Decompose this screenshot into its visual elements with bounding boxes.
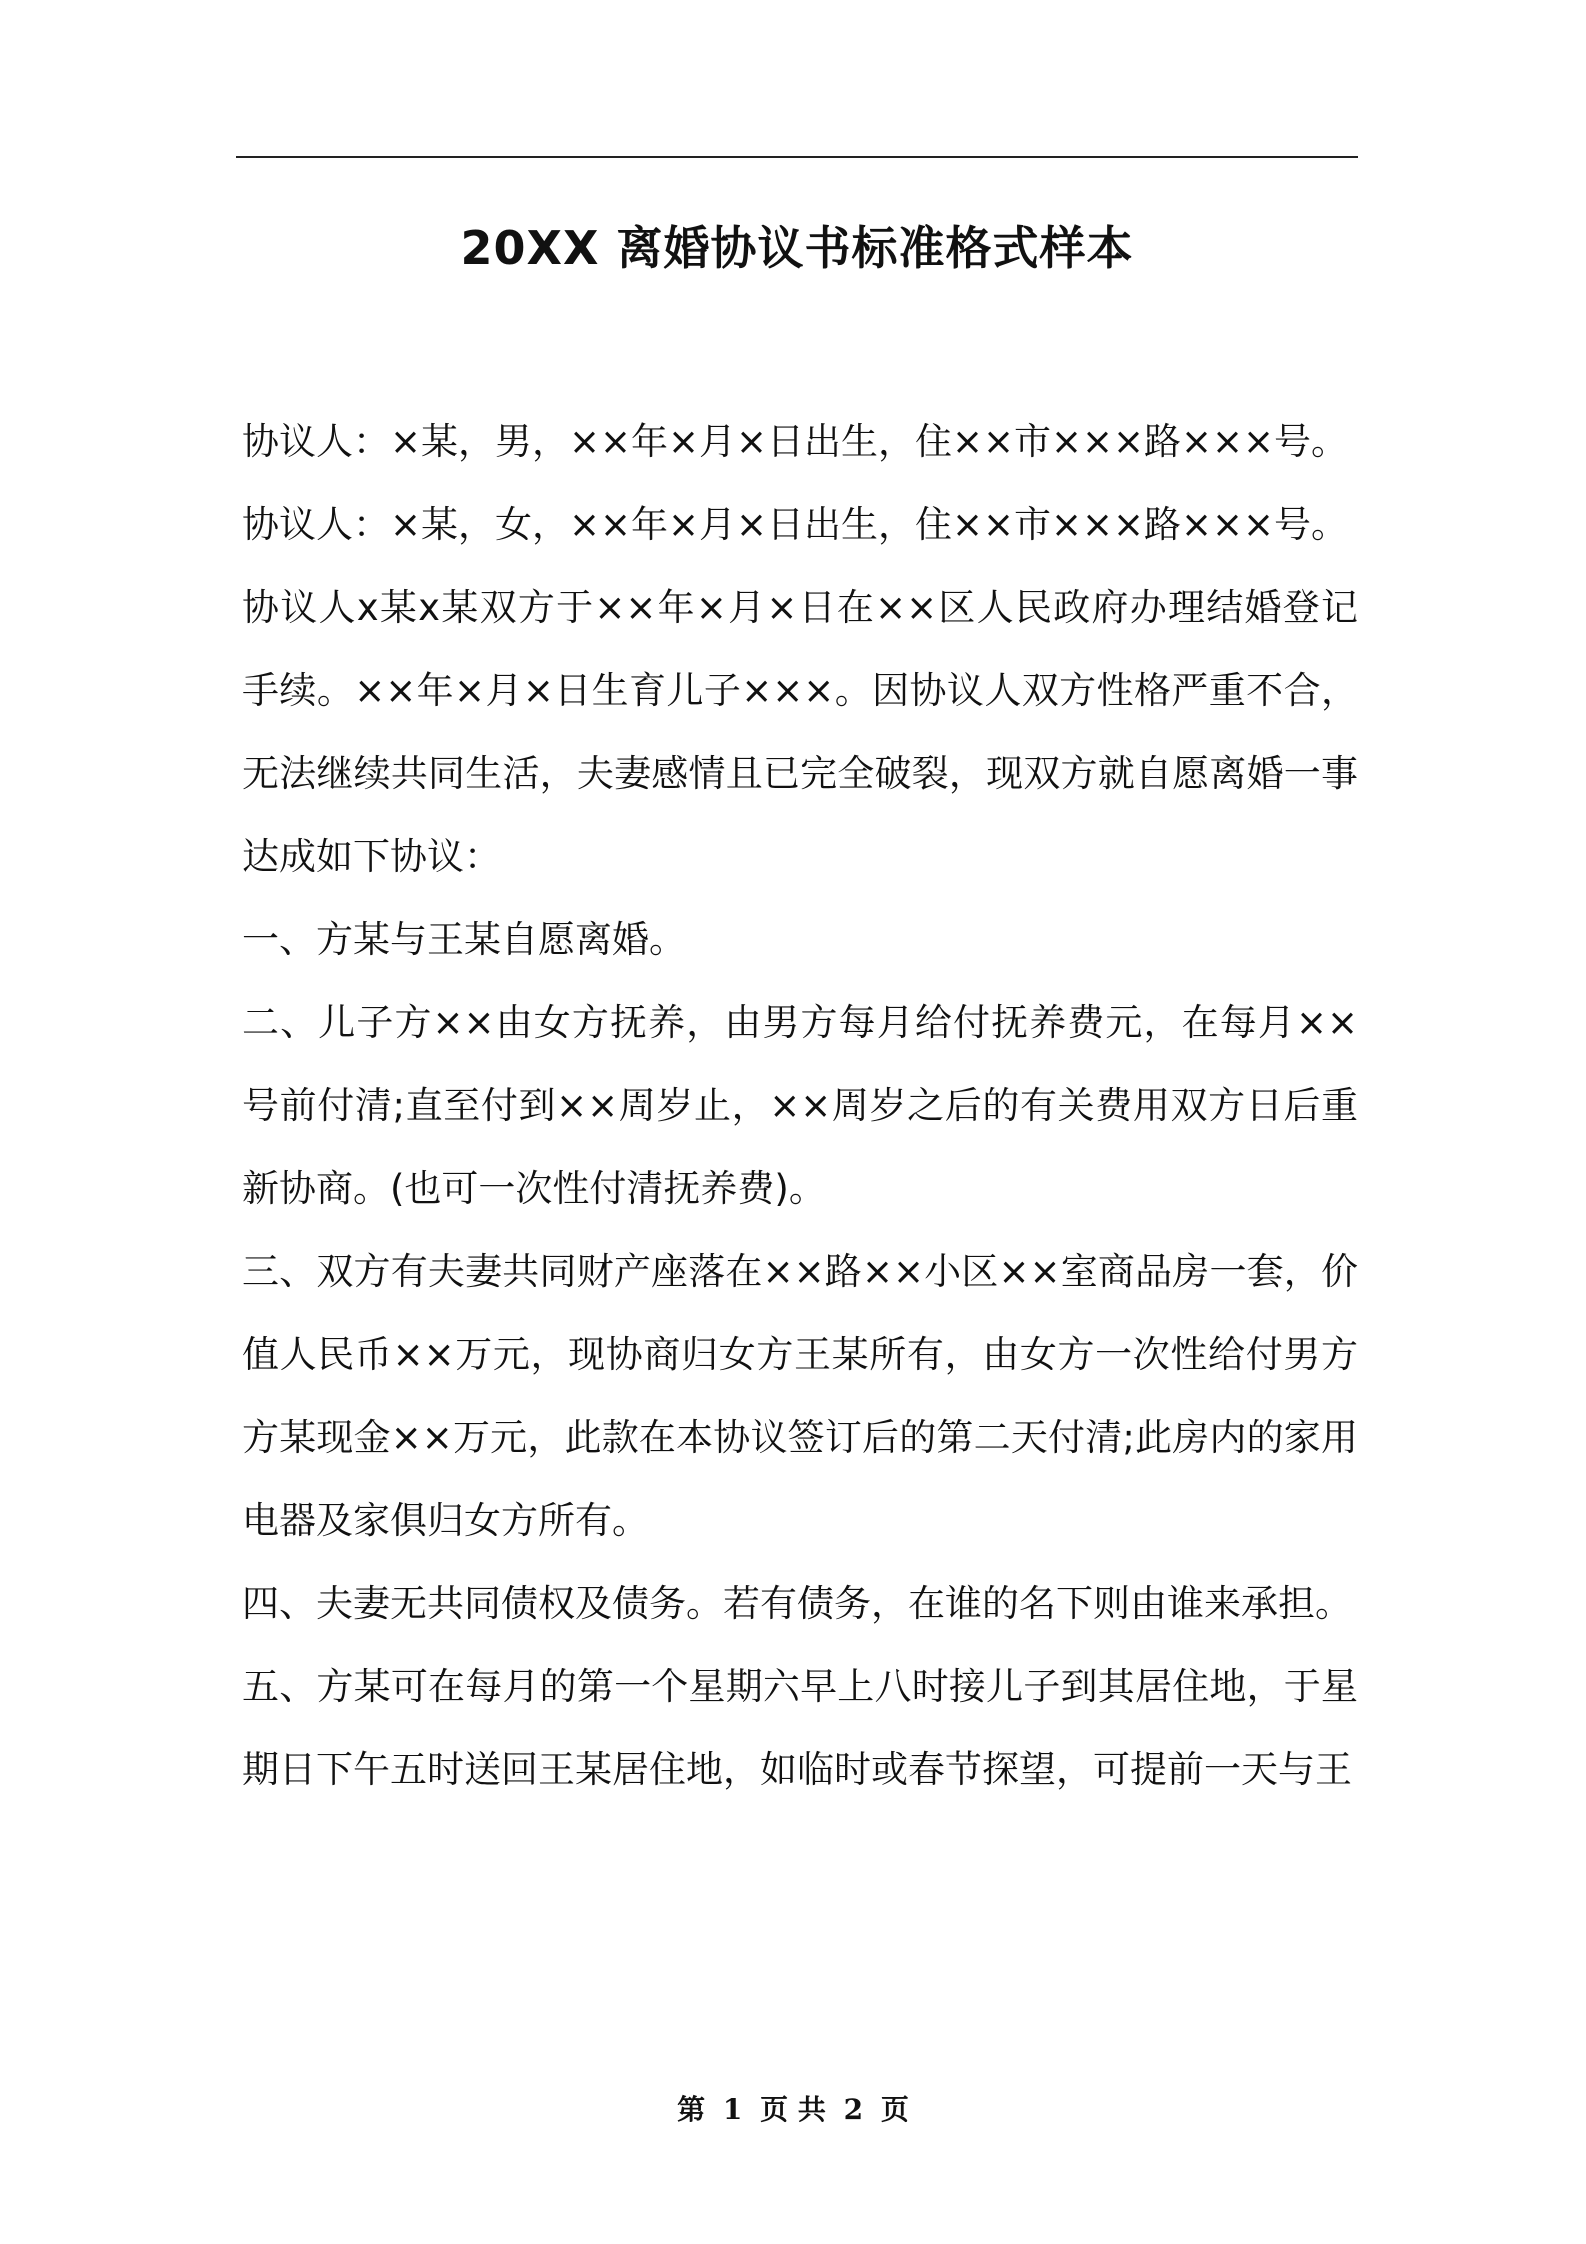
- clause-1-paragraph: 一、方某与王某自愿离婚。: [242, 918, 686, 961]
- party-male-paragraph: 协议人：×某，男，××年×月×日出生，住××市×××路×××号。: [242, 420, 1349, 463]
- document-title: 20XX 离婚协议书标准格式样本: [460, 221, 1134, 275]
- footer-middle: 页 共: [760, 2093, 826, 2126]
- document-body: [242, 400, 1358, 1811]
- clause-4-paragraph: 四、夫妻无共同债权及债务。若有债务，在谁的名下则由谁来承担。: [242, 1582, 1352, 1625]
- clause-5-paragraph: 五、方某可在每月的第一个星期六早上八时接儿子到其居住地，于星期日下午五时送回王某居住地，如临时或春节探望，可提前一天与王: [242, 1665, 1358, 1791]
- total-pages-number: 2: [843, 2093, 864, 2126]
- footer-suffix: 页: [880, 2093, 909, 2126]
- preamble-paragraph: 协议人x某x某双方于××年×月×日在××区人民政府办理结婚登记手续。××年×月×日生育儿子×××。因协议人双方性格严重不合，无法继续共同生活，夫妻感情且已完全破裂，现双方就自愿离婚一事达成如下协议：: [242, 586, 1358, 878]
- party-female-paragraph: 协议人：×某，女，××年×月×日出生，住××市×××路×××号。: [242, 503, 1349, 546]
- page-footer: [0, 2090, 1586, 2130]
- clause-2-paragraph: 二、儿子方××由女方抚养，由男方每月给付抚养费元，在每月××号前付清;直至付到××周岁止，××周岁之后的有关费用双方日后重新协商。(也可一次性付清抚养费)。: [242, 1001, 1358, 1210]
- footer-prefix: 第: [677, 2093, 706, 2126]
- current-page-number: 1: [722, 2093, 743, 2126]
- clause-3-paragraph: 三、双方有夫妻共同财产座落在××路××小区××室商品房一套，价值人民币××万元，现协商归女方王某所有，由女方一次性给付男方方某现金××万元，此款在本协议签订后的第二天付清;此房内的家用电器及家俱归女方所有。: [242, 1250, 1358, 1542]
- header-rule: [236, 156, 1358, 158]
